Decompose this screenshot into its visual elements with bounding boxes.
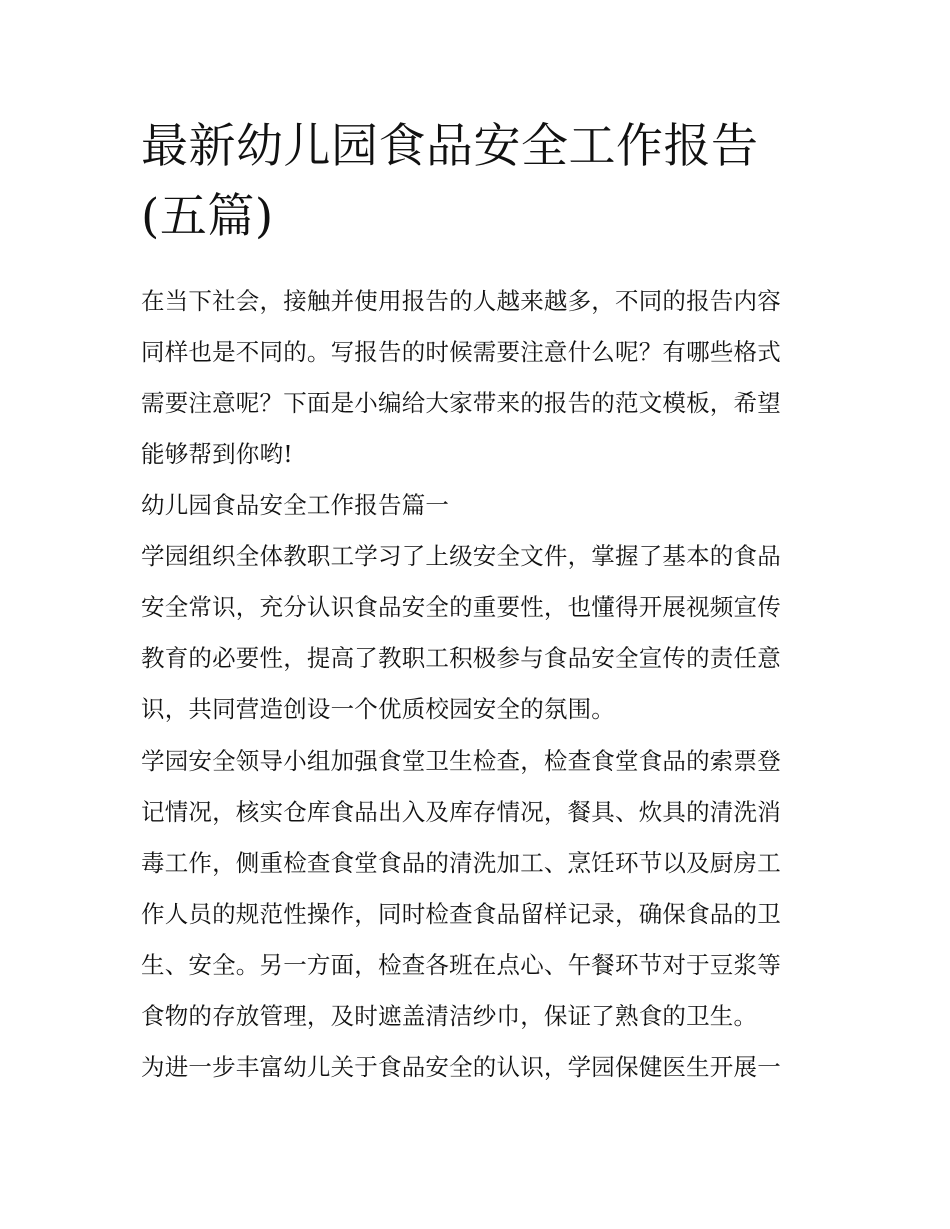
section-heading bbox=[141, 480, 821, 531]
text-line: 食物的存放管理，及时遮盖清洁纱巾，保证了熟食的卫生。 bbox=[141, 1002, 758, 1030]
text-line: 能够帮到你哟! bbox=[141, 440, 293, 468]
text-line: 为进一步丰富幼儿关于食品安全的认识，学园保健医生开展一 bbox=[141, 1053, 781, 1081]
title-line: 最新幼儿园食品安全工作报告 bbox=[141, 119, 759, 174]
text-line: 安全常识，充分认识食品安全的重要性，也懂得开展视频宣传 bbox=[141, 593, 781, 621]
text-line: 识，共同营造创设一个优质校园安全的氛围。 bbox=[141, 695, 615, 723]
text-line: 同样也是不同的。写报告的时候需要注意什么呢？有哪些格式 bbox=[141, 338, 781, 366]
intro-paragraph bbox=[141, 276, 821, 480]
text-line: 学园组织全体教职工学习了上级安全文件，掌握了基本的食品 bbox=[141, 542, 781, 570]
text-line: 作人员的规范性操作，同时检查食品留样记录，确保食品的卫 bbox=[141, 900, 781, 928]
text-line: 需要注意呢？下面是小编给大家带来的报告的范文模板，希望 bbox=[141, 389, 781, 417]
document-title bbox=[141, 112, 821, 252]
body-paragraph bbox=[141, 531, 821, 735]
body-paragraph bbox=[141, 1042, 821, 1093]
title-line: (五篇) bbox=[141, 189, 274, 244]
text-line: 在当下社会，接触并使用报告的人越来越多，不同的报告内容 bbox=[141, 287, 781, 315]
text-line: 教育的必要性，提高了教职工积极参与食品安全宣传的责任意 bbox=[141, 644, 781, 672]
body-paragraph bbox=[141, 736, 821, 1042]
section-heading-text: 幼儿园食品安全工作报告篇一 bbox=[141, 491, 450, 519]
text-line: 生、安全。另一方面，检查各班在点心、午餐环节对于豆浆等 bbox=[141, 951, 781, 979]
text-line: 记情况，核实仓库食品出入及库存情况，餐具、炊具的清洗消 bbox=[141, 798, 781, 826]
text-line: 学园安全领导小组加强食堂卫生检查，检查食堂食品的索票登 bbox=[141, 747, 781, 775]
text-line: 毒工作，侧重检查食堂食品的清洗加工、烹饪环节以及厨房工 bbox=[141, 849, 781, 877]
